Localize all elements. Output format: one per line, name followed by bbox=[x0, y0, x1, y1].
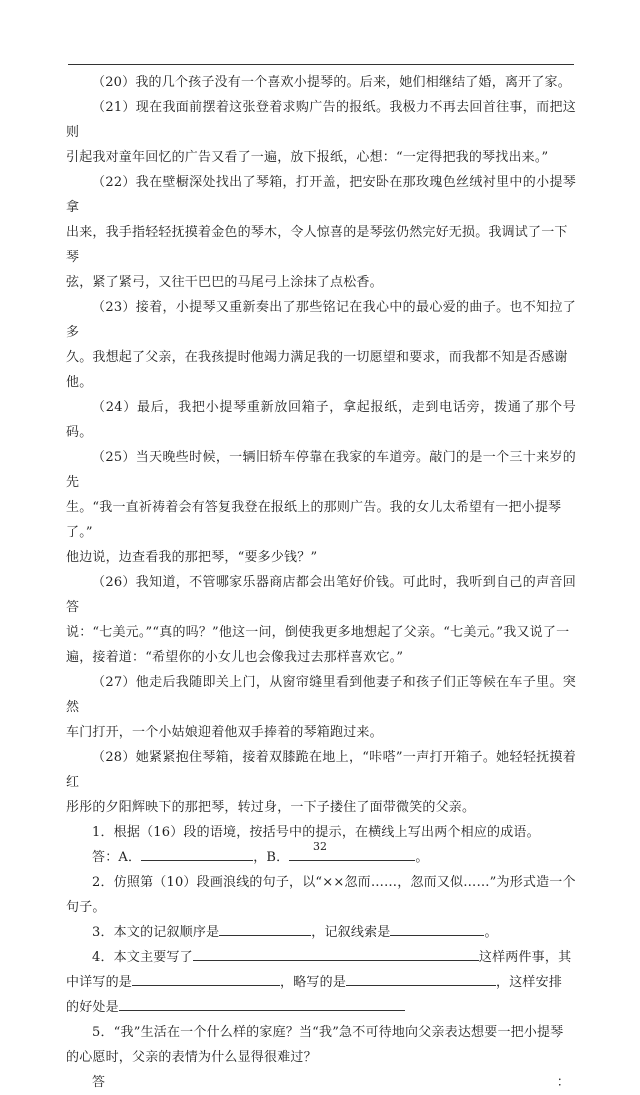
q4-blank-events[interactable] bbox=[193, 945, 479, 961]
paragraph-line: （27）他走后我随即关上门，从窗帘缝里看到他妻子和孩子们正等候在车子里。突然 bbox=[66, 675, 576, 715]
paragraph-line: 引起我对童年回忆的广告又看了一遍，放下报纸，心想：“一定得把我的琴找出来。” bbox=[66, 150, 549, 165]
paragraph-line: 说：“七美元。”“真的吗？”他这一问，倒使我更多地想起了父亲。“七美元。”我又说了一 bbox=[66, 625, 570, 640]
q4-blank-brief[interactable] bbox=[346, 970, 496, 986]
q4-text-b: 这样两件事，其 bbox=[478, 950, 572, 965]
q3-text-a: 3．本文的记叙顺序是 bbox=[92, 925, 220, 940]
question-5-answer[interactable] bbox=[66, 1070, 576, 1095]
page-number: 32 bbox=[313, 840, 327, 853]
q4-blank-detailed[interactable] bbox=[132, 970, 280, 986]
paragraph-line: （28）她紧紧抱住琴箱，接着双膝跪在地上，“咔嗒”一声打开箱子。她轻轻抚摸着红 bbox=[66, 750, 576, 790]
story-paragraphs bbox=[66, 70, 576, 820]
paragraph-line: 生。“我一直祈祷着会有答复我登在报纸上的那则广告。我的女儿太希望有一把小提琴了。” bbox=[66, 500, 562, 540]
answer-label: 答 bbox=[92, 1075, 106, 1090]
paragraph-line: 出来，我手指轻轻抚摸着金色的琴木，令人惊喜的是琴弦仍然完好无损。我调试了一下琴 bbox=[66, 225, 568, 265]
question-5-line-1: 5．“我”生活在一个什么样的家庭？当“我”急不可待地向父亲表达想要一把小提琴 bbox=[92, 1025, 564, 1040]
paragraph-line: （23）接着，小提琴又重新奏出了那些铭记在我心中的最心爱的曲子。也不知拉了多 bbox=[66, 300, 576, 340]
question-4-line-3 bbox=[66, 995, 576, 1020]
question-3 bbox=[66, 920, 576, 945]
paragraph-line: 久。我想起了父亲，在我孩提时他竭力满足我的一切愿望和要求，而我都不知是否感谢他。 bbox=[66, 350, 568, 390]
top-rule bbox=[68, 64, 574, 65]
question-4-line-1 bbox=[66, 945, 576, 970]
page-body bbox=[66, 70, 576, 1095]
q3-blank-clue[interactable] bbox=[390, 920, 484, 936]
paragraph-line: 弦，紧了紧弓，又往干巴巴的马尾弓上涂抹了点松香。 bbox=[66, 275, 383, 290]
blank-b-label: ，B． bbox=[253, 850, 290, 865]
paragraph-line: 彤彤的夕阳辉映下的那把琴，转过身，一下子搂住了面带微笑的父亲。 bbox=[66, 800, 476, 815]
paragraph-line: （24）最后，我把小提琴重新放回箱子，拿起报纸，走到电话旁，拨通了那个号码。 bbox=[66, 400, 576, 440]
paragraph-line: 他边说，边查看我的那把琴，“要多少钱？” bbox=[66, 550, 318, 565]
q3-text-b: ，记叙线索是 bbox=[311, 925, 391, 940]
question-2-line-1: 2．仿照第（10）段画浪线的句子，以“××忽而……，忽而又似……”为形式造一个 bbox=[92, 875, 576, 890]
paragraph-line: （26）我知道，不管哪家乐器商店都会出笔好价钱。可此时，我听到自己的声音回答 bbox=[66, 575, 576, 615]
paragraph-line: （25）当天晚些时候，一辆旧轿车停靠在我家的车道旁。敲门的是一个三十来岁的先 bbox=[66, 450, 576, 490]
question-1: 1．根据（16）段的语境，按括号中的提示，在横线上写出两个相应的成语。 bbox=[92, 825, 540, 840]
question-5-line-2: 的心愿时，父亲的表情为什么显得很难过？ bbox=[66, 1050, 317, 1065]
paragraph-line: （21）现在我面前摆着这张登着求购广告的报纸。我极力不再去回首往事，而把这则 bbox=[66, 100, 576, 140]
paragraph-line: 遍，接着道：“希望你的小女儿也会像我过去那样喜欢它。” bbox=[66, 650, 404, 665]
q4-blank-benefit[interactable] bbox=[119, 995, 405, 1011]
q3-period: 。 bbox=[484, 925, 498, 940]
period: 。 bbox=[415, 850, 429, 865]
question-2-line-2: 句子。 bbox=[66, 900, 106, 915]
paragraph-line: （20）我的几个孩子没有一个喜欢小提琴的。后来，她们相继结了婚，离开了家。 bbox=[92, 75, 571, 90]
answer-label: 答：A． bbox=[92, 850, 142, 865]
q4-text-f: 的好处是 bbox=[66, 1000, 119, 1015]
q4-text-d: ，略写的是 bbox=[280, 975, 347, 990]
q4-text-a: 4．本文主要写了 bbox=[92, 950, 193, 965]
q4-text-e: ，这样安排 bbox=[496, 975, 563, 990]
question-4-line-2 bbox=[66, 970, 576, 995]
answer-colon: ： bbox=[556, 1075, 570, 1090]
q3-blank-order[interactable] bbox=[219, 920, 311, 936]
paragraph-line: （22）我在壁橱深处找出了琴箱，打开盖，把安卧在那玫瑰色丝绒衬里中的小提琴拿 bbox=[66, 175, 576, 215]
q4-text-c: 中详写的是 bbox=[66, 975, 133, 990]
paragraph-line: 车门打开，一个小姑娘迎着他双手捧着的琴箱跑过来。 bbox=[66, 725, 383, 740]
